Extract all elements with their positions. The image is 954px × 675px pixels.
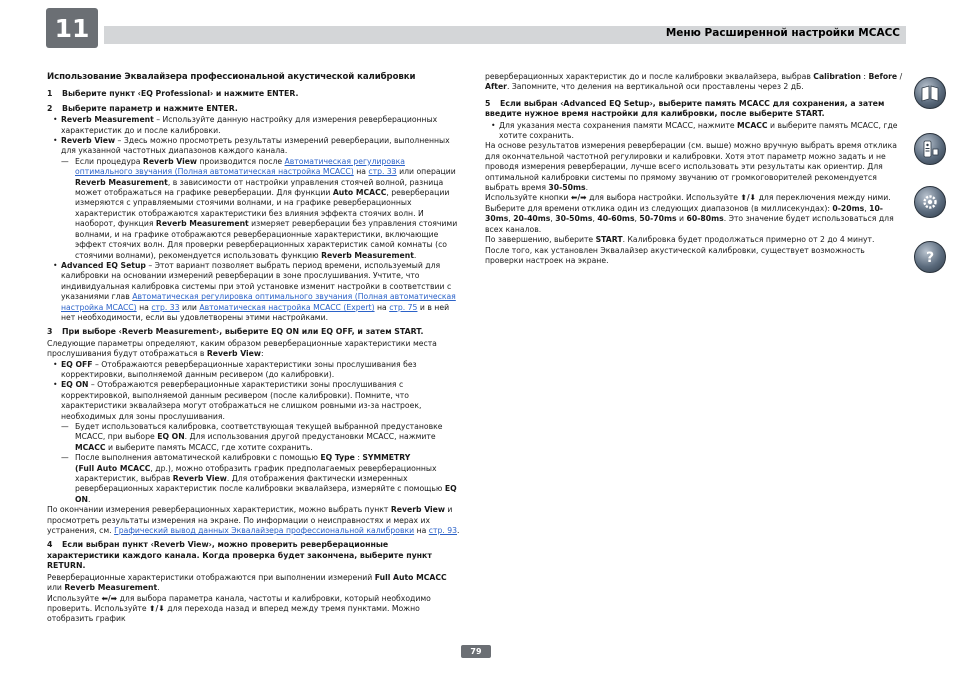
link-graphic-output[interactable]: Графический вывод данных Эквалайзера профессиональной калибровки	[114, 526, 415, 536]
left-right-arrows-icon: ⬅/➡	[570, 193, 587, 203]
paragraph-response-time: На основе результатов измерения реверберации (см. выше) можно вручную выбрать время отклика для окончательной частотной регулировки и калибровки. Хотя этот параметр можно задать и не проводя измерения реверберации, лучше всего использовать эти результаты как ориентир. Для оптимальной калибровки системы по прямому звучанию от громкоговорителей рекомендуется выбрать время 30-50ms.	[485, 141, 897, 193]
up-down-arrows-icon: ⬆/⬇	[740, 193, 757, 203]
paragraph-navigation: Используйте ⬅/➡ для выбора параметра канала, частоты и калибровки, который необходимо проверить. Используйте ⬆/⬇ для перехода назад и вперед между тремя пунктами. Можно отобразить график	[47, 593, 431, 624]
paragraph-check-settings: После того, как установлен Эквалайзер акустической калибровки, существует возможность проверки настроек на экране.	[485, 245, 865, 265]
remote-control-icon[interactable]	[914, 133, 946, 165]
link-page-33[interactable]: стр. 33	[368, 167, 397, 177]
paragraph-time-ranges: Используйте кнопки ⬅/➡ для выбора настройки. Используйте ⬆/⬇ для переключения между ними. Выберите для времени отклика один из следующих диапазонов (в миллисекундах): 0-20ms, 10-30ms, 20-40ms, 30-50ms, 40-60ms, 50-70ms и 60-80ms. Это значение будет использоваться для всех каналов.	[485, 193, 894, 234]
help-question-icon[interactable]	[914, 241, 946, 273]
up-down-arrows-icon: ⬆/⬇	[149, 603, 165, 613]
link-page-33-2[interactable]: стр. 33	[151, 302, 180, 312]
bullet-eq-off: • EQ OFF – Отображаются реверберационные характеристики зоны прослушивания без корректировки, выполняемой данным ресивером (до калибровки).	[47, 360, 462, 381]
book-icon[interactable]	[914, 77, 946, 109]
link-auto-mcacc-2[interactable]: Автоматическая регулировка оптимального звучания (Полная автоматическая настройка MCACC)	[61, 292, 456, 312]
paragraph-after-measurement: По окончании измерения реверберационных характеристик, можно выбрать пункт Reverb View и просмотреть результаты измерения на экране. По информации о неисправностях и мерах их устранения, см. Графический вывод данных Эквалайзера профессиональной калибровки на стр. 93.	[47, 505, 460, 536]
section-title: Использование Эквалайзера профессиональной акустической калибровки	[47, 72, 416, 82]
note-reverb-view: — Если процедура Reverb View производится после Автоматическая регулировка оптимального звучания (Полная автоматическая настройка MCACC) на стр. 33 или операции Reverb Measurement, в зависимости от настройки управления стоячей волной, разница может отображаться на графике реверберации. Для функции Auto MCACC, реверберации измеряются с управляемыми стоячими волнами, и на графике реверберационных характеристик отображаются характеристики без влияния эффекта стоячих волн. И наоборот, функция Reverb Measurement измеряет реверберации без управления стоячими волнами, и на графике отображаются реверберационные характеристики, включающие эффект стоячих волн. Для проверки реверберационных характеристик самой комнаты (со стоячими волнами), рекомендуется использовать функцию Reverb Measurement.	[47, 157, 462, 261]
bullet-advanced-eq-setup: • Advanced EQ Setup – Этот вариант позволяет выбрать период времени, используемый для калибровки на основании измерений реверберации в зоне прослушивания. Учтите, что индивидуальная калибровка системы при этой установке изменит настройки в соответствии с указаниями глав Автоматическая регулировка оптимального звучания (Полная автоматическая настройка MCACC) на стр. 33 или Автоматическая настройка MCACC (Expert) на стр. 75 и в ней нет необходимости, если вы удовлетворены этими настройками.	[47, 261, 462, 323]
left-column	[47, 72, 462, 625]
link-auto-mcacc-expert[interactable]: Автоматическая настройка MCACC (Expert)	[199, 302, 375, 312]
link-page-75[interactable]: стр. 75	[389, 302, 418, 312]
page-number: 79	[461, 645, 491, 658]
paragraph-reverb-display: Реверберационные характеристики отображаются при выполнении измерений Full Auto MCACC или Reverb Measurement.	[47, 572, 447, 593]
paragraph-reverb-view-params: Следующие параметры определяют, каким образом реверберационные характеристики места прослушивания будут отображаться в Reverb View:	[47, 338, 437, 359]
right-column	[485, 72, 905, 266]
step-4: 4 Если выбран пункт ‹Reverb View›, можно проверить реверберационные характеристики каждого канала. Когда проверка будет закончена, выберите пункт RETURN.	[47, 540, 432, 571]
bullet-reverb-view: • Reverb View – Здесь можно просмотреть результаты измерений реверберации, выполненных для указанной частотных диапазонов каждого канала.	[47, 136, 462, 157]
link-auto-mcacc[interactable]: Автоматическая регулировка оптимального звучания (Полная автоматическая настройка MCACC)	[75, 156, 405, 177]
page-header-bar	[104, 26, 906, 44]
step-3: 3 При выборе ‹Reverb Measurement›, выберите EQ ON или EQ OFF, и затем START.	[47, 327, 424, 337]
step-2: 2 Выберите параметр и нажмите ENTER.	[47, 103, 238, 113]
link-page-93[interactable]: стр. 93	[428, 526, 458, 536]
note-symmetry: — После выполнения автоматической калибровки с помощью EQ Type : SYMMETRY (Full Auto MCACC, др.), можно отобразить график предполагаемых реверберационных характеристик, выбрав Reverb View. Для отображения фактически измеренных реверберационных характеристик после калибровки эквалайзера, измеряйте с помощью EQ ON.	[47, 453, 462, 505]
paragraph-start: По завершению, выберите START. Калибровка будет продолжаться примерно от 2 до 4 минут.	[485, 235, 875, 245]
settings-gear-icon[interactable]	[914, 186, 946, 218]
bullet-reverb-measurement: • Reverb Measurement – Используйте данную настройку для измерения реверберационных характеристик до и после калибровки.	[47, 115, 462, 136]
chapter-number: 11	[54, 13, 90, 43]
svg-text:?: ?	[926, 250, 935, 266]
note-eq-on-preset: — Будет использоваться калибровка, соответствующая текущей выбранной предустановке MCACC, при выборе EQ ON. Для использования другой предустановки MCACC, нажмите MCACC и выберите память MCACC, где хотите сохранить.	[47, 422, 462, 453]
bullet-eq-on: • EQ ON – Отображаются реверберационные характеристики зоны прослушивания с корректировкой, выполняемой данным ресивером (после калибровки). Помните, что характеристики эквалайзера могут отображаться не слишком ровными из-за настроек, необходимых для зоны прослушивания.	[47, 380, 462, 422]
chapter-number-tab	[46, 8, 98, 48]
step-1: 1 Выберите пункт ‹EQ Professional› и нажмите ENTER.	[47, 89, 299, 99]
left-right-arrows-icon: ⬅/➡	[101, 593, 118, 603]
paragraph-calibration-before-after: реверберационных характеристик до и после калибровки эквалайзера, выбрав Calibration : Before / After. Запомните, что деления на вертикальной оси проставлены через 2 дБ.	[485, 72, 903, 92]
page-title: Меню Расширенной настройки MCACC	[665, 27, 900, 39]
bullet-mcacc-memory: • Для указания места сохранения памяти MCACC, нажмите MCACC и выберите память MCACC, где хотите сохранить.	[485, 121, 905, 142]
step-5: 5 Если выбран ‹Advanced EQ Setup›, выберите память MCACC для сохранения, а затем введите нужное время настройки для калибровки, после выберите START.	[485, 98, 885, 119]
